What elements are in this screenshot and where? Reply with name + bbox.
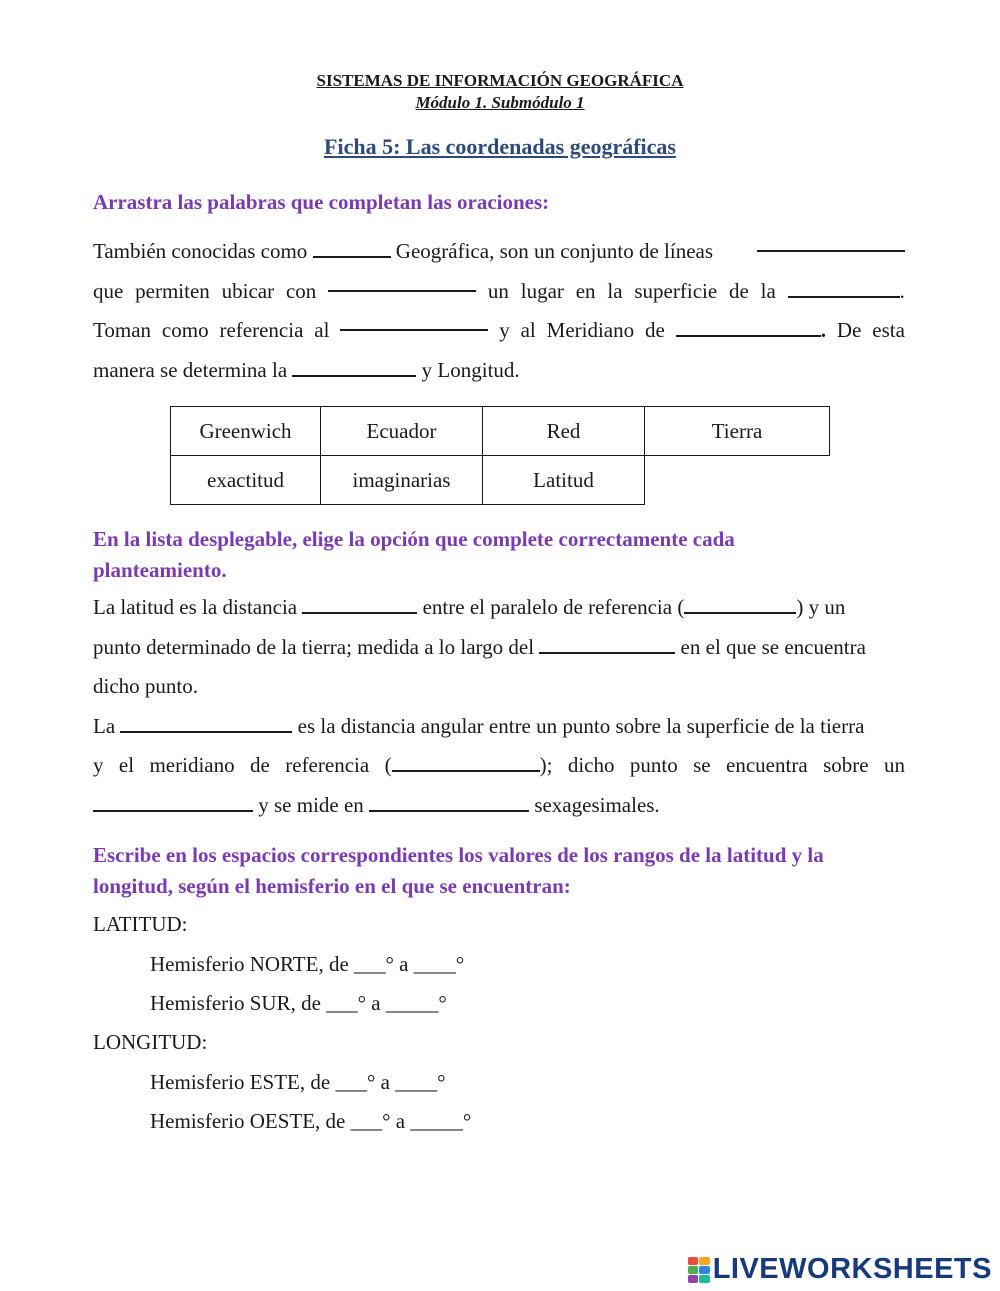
instruction-line: longitud, según el hemisferio en el que se encuentran:	[93, 874, 571, 898]
worksheet-title: Ficha 5: Las coordenadas geográficas	[324, 134, 676, 159]
text: entre el paralelo de referencia (	[417, 595, 685, 619]
text: y Longitud.	[416, 357, 520, 382]
document-title: SISTEMAS DE INFORMACIÓN GEOGRÁFICA	[316, 71, 684, 90]
dropdown-blank-2[interactable]	[684, 594, 796, 614]
logo-blocks-icon	[688, 1257, 710, 1283]
text: .	[820, 318, 826, 342]
latitud-norte-row[interactable]: Hemisferio NORTE, de ___° a ____°	[150, 952, 465, 976]
word-tile[interactable]: Ecuador	[321, 407, 483, 456]
text: dicho punto.	[93, 674, 198, 698]
dropdown-blank-5[interactable]	[392, 752, 540, 772]
text: en el que se encuentra	[675, 634, 866, 659]
drop-blank-2[interactable]	[757, 232, 905, 252]
text: Geográfica, son un conjunto de líneas	[390, 239, 714, 263]
longitud-label: LONGITUD:	[93, 1030, 208, 1054]
text: La latitud es la distancia	[93, 595, 303, 619]
instruction-line: En la lista desplegable, elige la opción que complete correctamente cada	[93, 527, 735, 551]
section1-paragraph: También conocidas como Geográfica, son un conjunto de líneas que permiten ubicar con un lugar en la superficie de la . Toman como referencia al y al Meridiano de . De esta manera se determina la y Longitud.	[93, 232, 905, 390]
liveworksheets-logo	[688, 1253, 992, 1286]
dropdown-blank-4[interactable]	[120, 713, 292, 733]
latitud-label: LATITUD:	[93, 912, 188, 936]
instruction-line: planteamiento.	[93, 558, 227, 582]
section3-instruction	[93, 840, 908, 902]
latitud-sur-row[interactable]: Hemisferio SUR, de ___° a _____°	[150, 991, 447, 1015]
text: ) y un	[796, 595, 846, 619]
text: También conocidas como	[93, 239, 313, 263]
dropdown-blank-3[interactable]	[539, 634, 675, 654]
text: punto determinado de la tierra; medida a lo largo del	[93, 634, 540, 659]
word-tile[interactable]: Greenwich	[171, 407, 321, 456]
word-tile[interactable]: Latitud	[483, 456, 645, 505]
drop-blank-7[interactable]	[292, 357, 416, 377]
text: manera se determina la	[93, 357, 293, 382]
dropdown-blank-7[interactable]	[369, 792, 529, 812]
word-tile[interactable]: imaginarias	[321, 456, 483, 505]
drop-blank-5[interactable]	[340, 311, 488, 331]
drop-blank-3[interactable]	[328, 272, 476, 292]
text: y se mide en	[253, 792, 370, 817]
text: es la distancia angular entre un punto sobre la superficie de la tierra	[292, 713, 865, 738]
longitud-oeste-row[interactable]: Hemisferio OESTE, de ___° a _____°	[150, 1109, 472, 1133]
empty-cell	[645, 456, 830, 505]
word-tile[interactable]: Tierra	[645, 407, 830, 456]
longitud-este-row[interactable]: Hemisferio ESTE, de ___° a ____°	[150, 1070, 446, 1094]
document-subtitle: Módulo 1. Submódulo 1	[415, 93, 585, 112]
section2-paragraph: La latitud es la distancia entre el paralelo de referencia ( ) y un punto determinado de la tierra; medida a lo largo del en el que se encuentra dicho punto. La es la distancia angular entre un punto sobre la superficie de la tierra y el meridiano de referencia ( ); dicho punto se encuentra sobre un y se mide en sexagesimales.	[93, 595, 905, 817]
word-bank	[170, 406, 830, 505]
dropdown-blank-1[interactable]	[302, 594, 417, 614]
section1-instruction: Arrastra las palabras que completan las oraciones:	[93, 190, 550, 214]
word-tile[interactable]: exactitud	[171, 456, 321, 505]
text: sexagesimales.	[529, 792, 660, 817]
dropdown-blank-6[interactable]	[93, 792, 253, 812]
logo-text: LIVEWORKSHEETS	[712, 1253, 992, 1285]
text: La	[93, 713, 121, 738]
drop-blank-1[interactable]	[313, 238, 391, 258]
drop-blank-4[interactable]	[788, 278, 900, 298]
instruction-line: Escribe en los espacios correspondientes los valores de los rangos de la latitud y la	[93, 843, 824, 867]
drop-blank-6[interactable]	[676, 317, 821, 337]
section2-instruction	[93, 524, 908, 586]
text: .	[899, 278, 905, 303]
word-tile[interactable]: Red	[483, 407, 645, 456]
